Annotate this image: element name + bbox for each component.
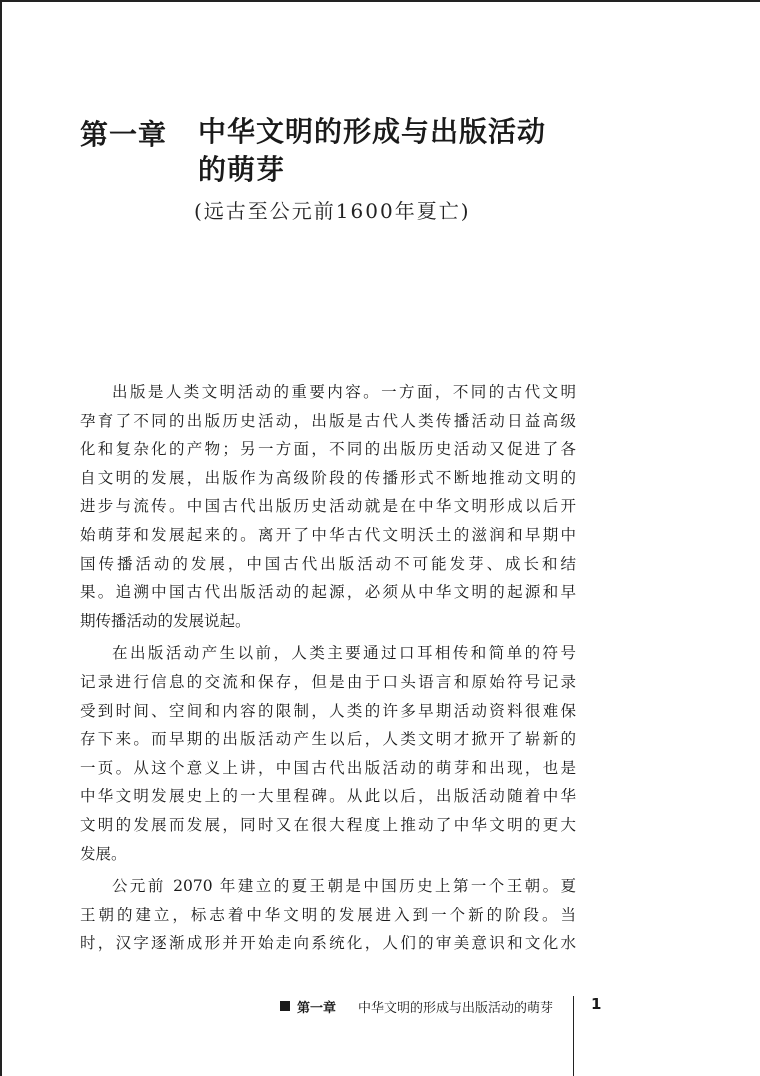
text-line: 一页。从这个意义上讲，中国古代出版活动的萌芽和出现，也是 — [80, 758, 576, 777]
text-line: 时，汉字逐渐成形并开始走向系统化，人们的审美意识和文化水 — [80, 934, 576, 953]
text-line: 中华文明发展史上的一大里程碑。从此以后，出版活动随着中华 — [80, 787, 576, 806]
text-line: 记录进行信息的交流和保存，但是由于口头语言和原始符号记录 — [80, 672, 576, 691]
footer-chapter-label: 第一章 — [297, 1000, 337, 1016]
text-line: 在出版活动产生以前，人类主要通过口耳相传和简单的符号 — [112, 644, 576, 663]
paragraph — [80, 378, 576, 635]
chapter-period: (远古至公元前1600年夏亡) — [194, 199, 471, 223]
text-line: 王朝的建立，标志着中华文明的发展进入到一个新的阶段。当 — [80, 905, 576, 924]
text-line: 存下来。而早期的出版活动产生以后，人类文明才掀开了崭新的 — [80, 730, 576, 749]
body-text — [80, 378, 576, 958]
footer-divider — [573, 996, 574, 1076]
text-line: 文明的发展而发展，同时又在很大程度上推动了中华文明的更大 — [80, 815, 576, 834]
footer-chapter-title: 中华文明的形成与出版活动的萌芽 — [358, 1000, 554, 1016]
chapter-title-line: 中华文明的形成与出版活动 — [198, 115, 547, 148]
text-line: 公元前 2070 年建立的夏王朝是中国历史上第一个王朝。夏 — [112, 877, 576, 896]
black-square-icon — [280, 1001, 290, 1011]
paragraph — [80, 639, 576, 868]
text-line: 化和复杂化的产物；另一方面，不同的出版历史活动又促进了各 — [80, 440, 576, 459]
paragraph — [80, 872, 576, 958]
text-line: 进步与流传。中国古代出版历史活动就是在中华文明形成以后开 — [80, 497, 576, 516]
running-footer — [280, 996, 553, 1016]
text-line: 期传播活动的发展说起。 — [80, 611, 251, 630]
page-edge-top — [0, 0, 760, 2]
text-line: 果。追溯中国古代出版活动的起源，必须从中华文明的起源和早 — [80, 583, 576, 602]
text-line: 出版是人类文明活动的重要内容。一方面，不同的古代文明 — [112, 383, 576, 401]
chapter-label: 第一章 — [80, 118, 168, 151]
page-edge-left — [0, 0, 2, 1076]
chapter-title — [198, 113, 578, 189]
page-number: 1 — [591, 995, 602, 1013]
text-line: 发展。 — [80, 844, 127, 863]
chapter-title-line: 的萌芽 — [198, 153, 286, 186]
text-line: 国传播活动的发展，中国古代出版活动不可能发芽、成长和结 — [80, 554, 576, 573]
text-line: 孕育了不同的出版历史活动，出版是古代人类传播活动日益高级 — [80, 411, 576, 430]
text-line: 自文明的发展，出版作为高级阶段的传播形式不断地推动文明的 — [80, 468, 576, 487]
text-line: 受到时间、空间和内容的限制，人类的许多早期活动资料很难保 — [80, 701, 576, 720]
text-line: 始萌芽和发展起来的。离开了中华古代文明沃土的滋润和早期中 — [80, 525, 576, 544]
